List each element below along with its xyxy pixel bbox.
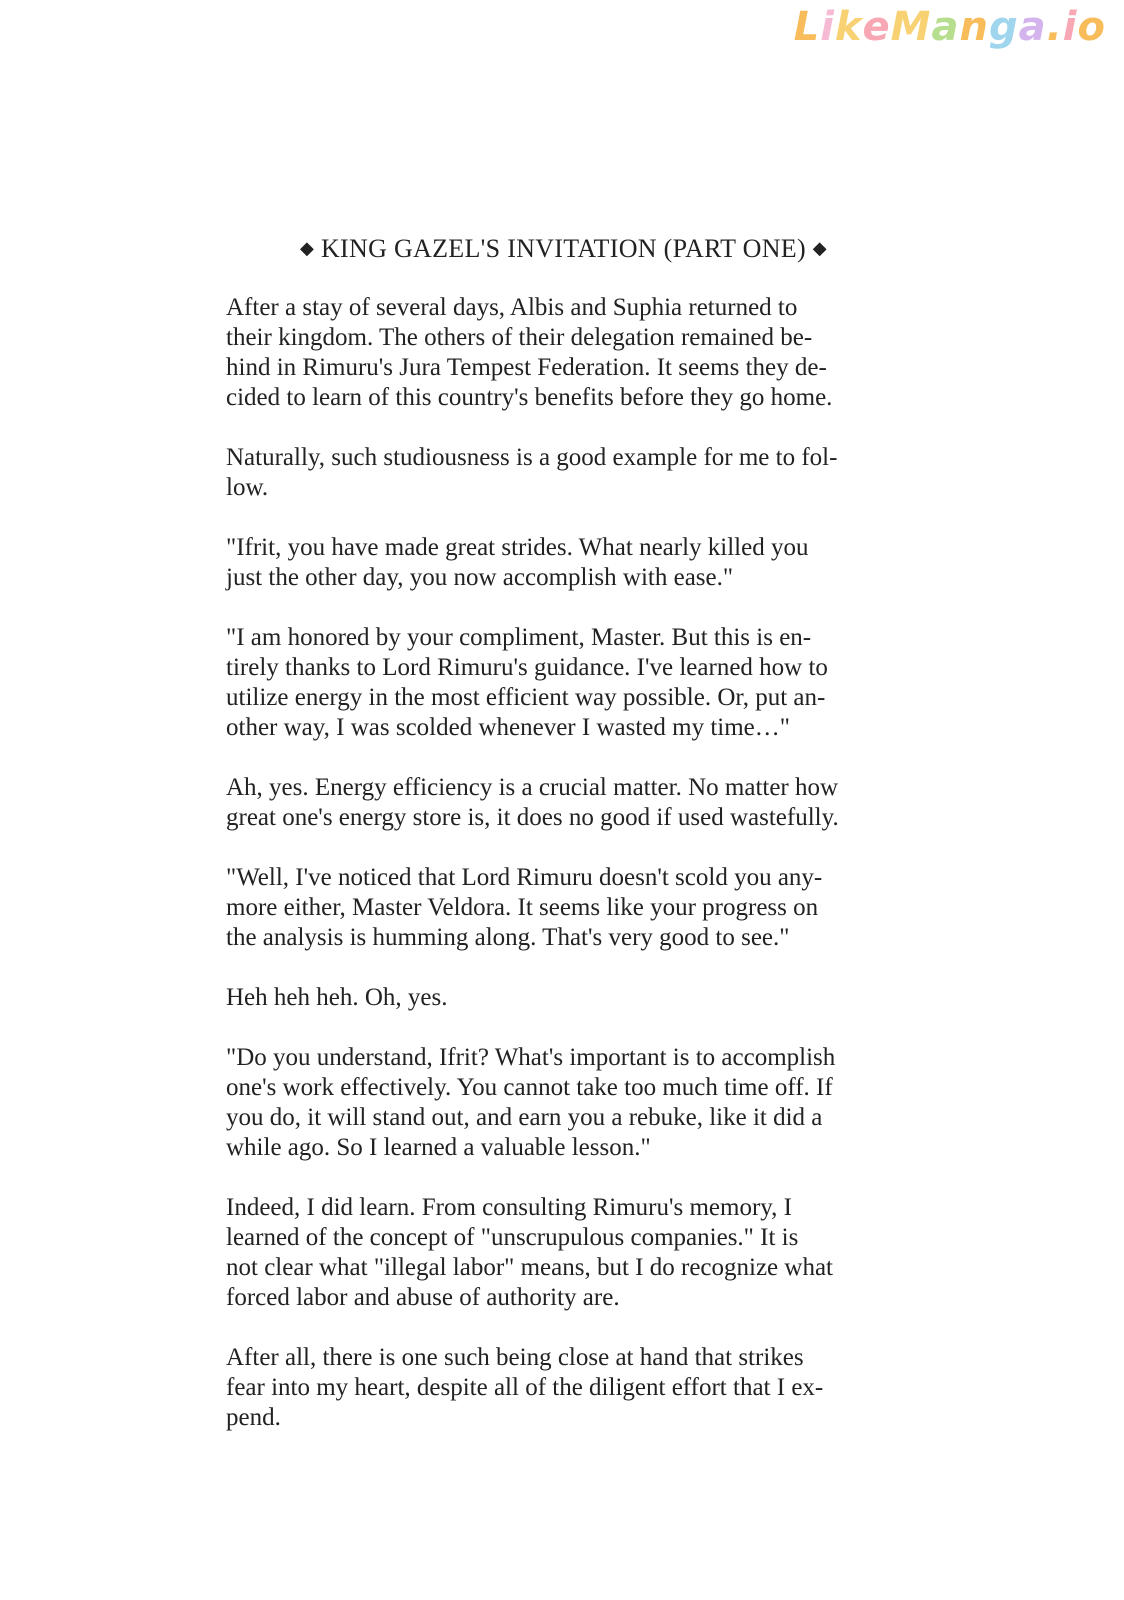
watermark-letter: a [931,4,960,50]
watermark-letter: n [959,4,989,50]
watermark-letter: k [834,4,863,50]
watermark-letter: M [890,4,932,50]
paragraph: Indeed, I did learn. From consulting Rimuru's memory, I learned of the concept of "unscrupulous companies." It is not clear what "illegal labor" means, but I do recognize what forced labor and abuse of authority are. [226,1194,833,1311]
site-watermark-logo [794,4,1106,50]
chapter-title [300,233,827,264]
watermark-letter: a [1018,4,1047,50]
paragraph: Heh heh heh. Oh, yes. [226,984,448,1011]
watermark-letter: L [793,4,821,50]
watermark-letter: o [1077,4,1106,50]
diamond-right-icon: ◆ [812,238,827,258]
watermark-letter: . [1046,4,1063,50]
paragraph: Naturally, such studiousness is a good example for me to fol- low. [226,444,838,501]
story-body [226,293,886,1463]
paragraph: "Do you understand, Ifrit? What's important is to accomplish one's work effectively. You cannot take too much time off. If you do, it will stand out, and earn you a rebuke, like it did a while ago. So I learned a valuable lesson." [226,1044,836,1161]
paragraph: "I am honored by your compliment, Master. But this is en- tirely thanks to Lord Rimuru's guidance. I've learned how to utilize energy in the most efficient way possible. Or, put an- other way, I was scolded whenever I wasted my time…" [226,624,828,741]
chapter-title-text: KING GAZEL'S INVITATION (PART ONE) [320,234,806,263]
paragraph: "Well, I've noticed that Lord Rimuru doesn't scold you any- more either, Master Veldora. It seems like your progress on the analysis is humming along. That's very good to see." [226,864,823,951]
watermark-letter: e [862,4,891,50]
watermark-letter: i [820,4,835,50]
paragraph: "Ifrit, you have made great strides. What nearly killed you just the other day, you now accomplish with ease." [226,534,809,591]
paragraph: After all, there is one such being close at hand that strikes fear into my heart, despite all of the diligent effort that I ex- pend. [226,1344,824,1431]
diamond-left-icon: ◆ [300,238,315,258]
watermark-letter: i [1062,4,1078,50]
watermark-letter: g [988,4,1019,50]
paragraph: After a stay of several days, Albis and Suphia returned to their kingdom. The others of their delegation remained be- hind in Rimuru's Jura Tempest Federation. It seems they de- cided to learn of this country's benefits before they go home. [226,294,833,411]
paragraph: Ah, yes. Energy efficiency is a crucial matter. No matter how great one's energy store is, it does no good if used wastefully. [226,774,839,831]
